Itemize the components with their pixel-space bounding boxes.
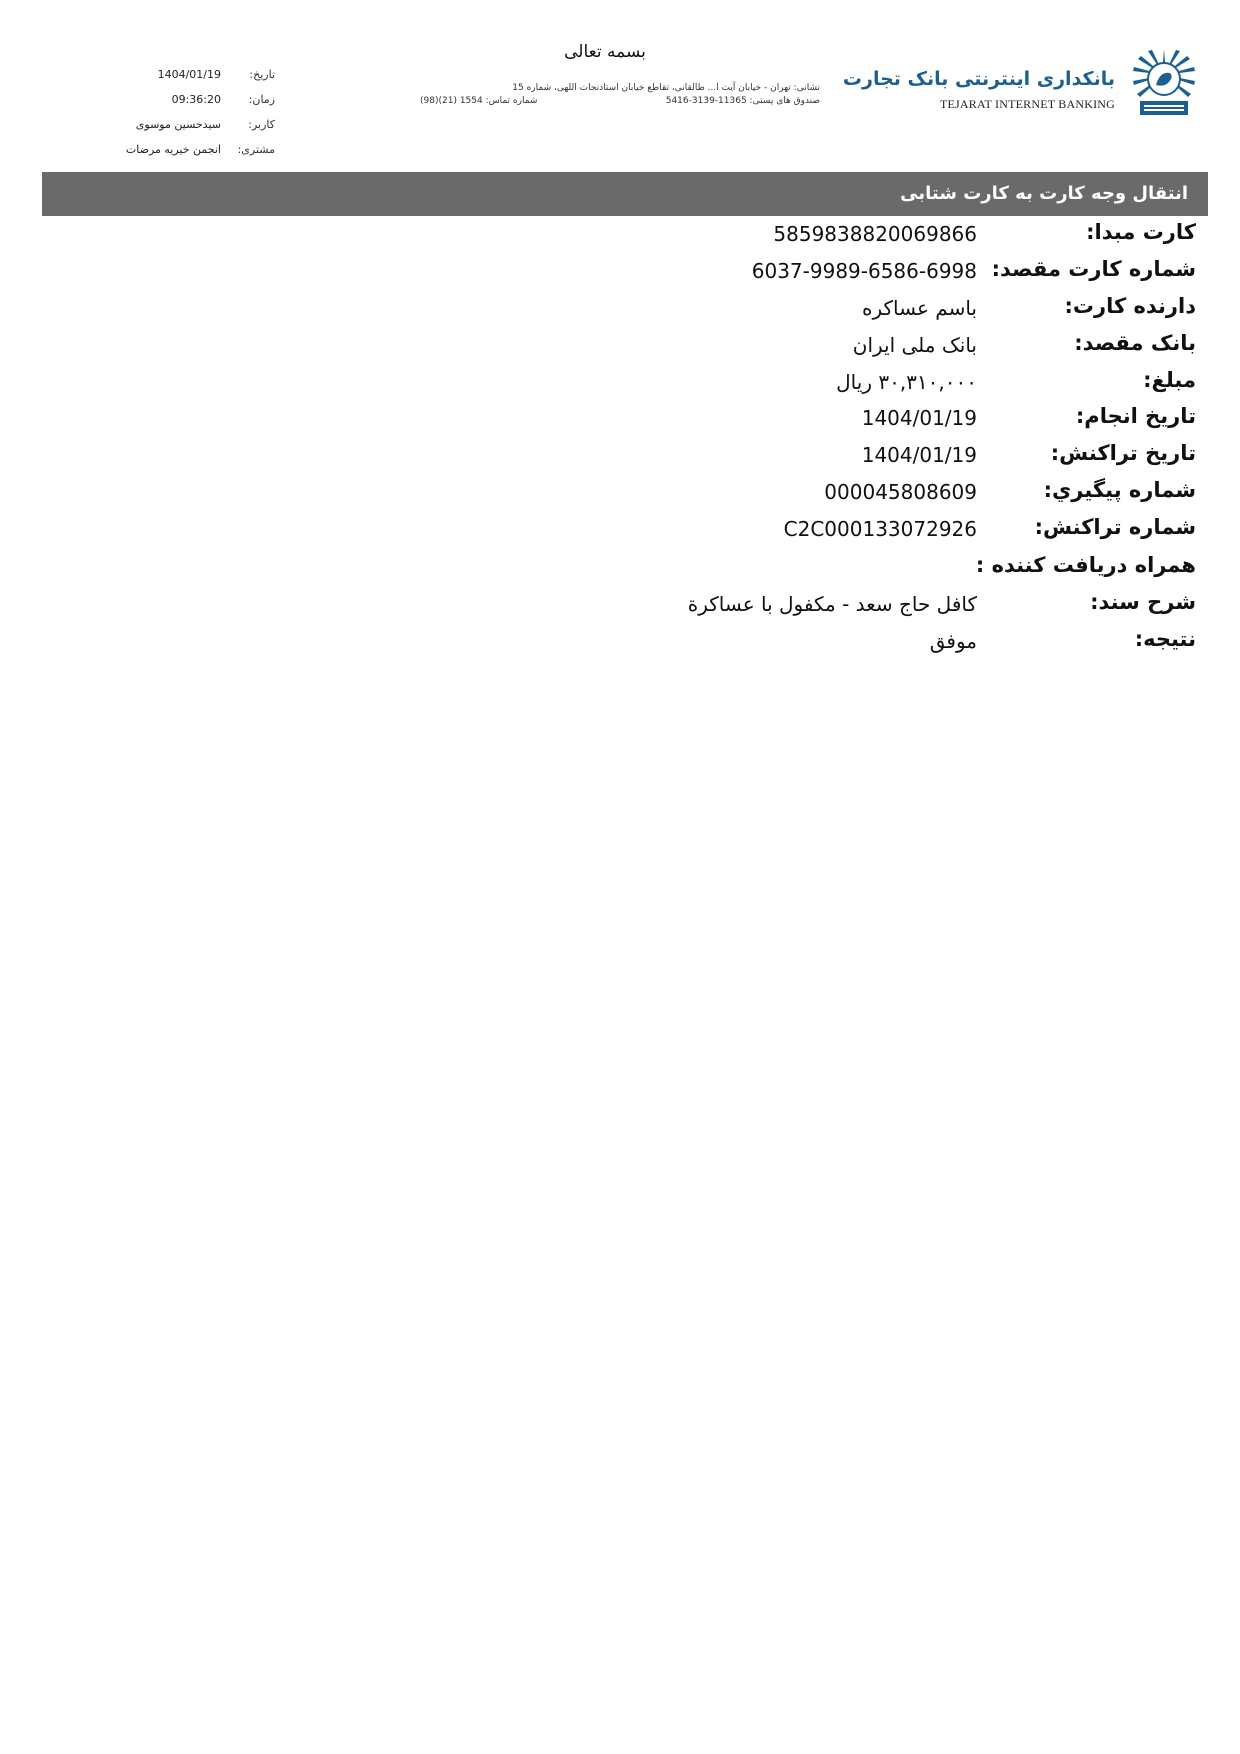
detail-value: 1404/01/19 <box>861 406 977 430</box>
detail-row <box>0 364 1240 402</box>
detail-row <box>0 400 1240 438</box>
detail-row <box>0 327 1240 365</box>
meta-time-label: زمان: <box>248 93 275 106</box>
report-meta <box>105 62 275 162</box>
detail-label: نتیجه: <box>1134 627 1196 651</box>
detail-row <box>0 216 1240 254</box>
detail-value: باسم عساكره <box>862 296 977 320</box>
detail-value: موفق <box>929 629 977 653</box>
page-title: انتقال وجه کارت به کارت شتابی <box>900 183 1188 204</box>
detail-label: مبلغ: <box>1143 368 1196 392</box>
detail-label: همراه دریافت کننده : <box>975 553 1196 577</box>
logo-text-english: TEJARAT INTERNET BANKING <box>939 97 1115 111</box>
bank-emblem-icon <box>1130 45 1198 119</box>
detail-label: دارنده کارت: <box>1064 294 1196 318</box>
detail-row <box>0 549 1240 587</box>
meta-user-value: سیدحسین موسوی <box>135 118 221 131</box>
detail-value: 6037-9989-6586-6998 <box>751 259 977 283</box>
detail-row <box>0 437 1240 475</box>
meta-customer-row <box>105 137 275 162</box>
detail-value: 1404/01/19 <box>861 443 977 467</box>
detail-label: تاریخ تراکنش: <box>1050 441 1196 465</box>
bank-address <box>420 82 820 108</box>
detail-label: بانک مقصد: <box>1074 331 1196 355</box>
detail-value: C2C000133072926 <box>783 517 977 541</box>
detail-label: شرح سند: <box>1090 590 1196 614</box>
detail-value: ۳۰,۳۱۰,۰۰۰ ریال <box>836 370 977 394</box>
meta-date-value: 1404/01/19 <box>157 68 221 81</box>
meta-date-row <box>105 62 275 87</box>
detail-row <box>0 474 1240 512</box>
detail-value: 5859838820069866 <box>773 222 977 246</box>
meta-customer-value: انجمن خیریه مرضات <box>125 143 221 156</box>
meta-time-row <box>105 87 275 112</box>
logo-text-persian: بانکداری اینترنتی بانک تجارت <box>842 68 1115 90</box>
title-band <box>42 172 1208 216</box>
bismillah: بسمه تعالی <box>564 42 646 62</box>
detail-label: شماره پيگيري: <box>1043 478 1196 502</box>
detail-value: بانک ملی ایران <box>852 333 977 357</box>
detail-label: شماره کارت مقصد: <box>991 257 1196 281</box>
address-line: نشانی: تهران - خیابان آیت ا... طالقانی، تقاطع خیابان استادنجات اللهی، شماره 15 <box>512 83 820 93</box>
detail-value: کافل حاج سعد - مکفول با عساکرة <box>687 592 977 616</box>
detail-row <box>0 511 1240 549</box>
meta-date-label: تاریخ: <box>249 68 275 81</box>
meta-user-label: کاربر: <box>248 118 275 131</box>
detail-row <box>0 290 1240 328</box>
detail-row <box>0 253 1240 291</box>
detail-row <box>0 623 1240 661</box>
postal-box: صندوق های پستی: 11365-3139-5416 <box>665 96 820 106</box>
contact-line <box>420 95 820 108</box>
detail-label: تاریخ انجام: <box>1075 404 1196 428</box>
meta-customer-label: مشتری: <box>237 143 275 156</box>
detail-value: 000045808609 <box>824 480 977 504</box>
phone-number: شماره تماس: 1554 (21)(98) <box>420 96 538 106</box>
detail-row <box>0 586 1240 624</box>
meta-time-value: 09:36:20 <box>171 93 221 106</box>
detail-label: کارت مبدا: <box>1086 220 1196 244</box>
meta-user-row <box>105 112 275 137</box>
detail-label: شماره تراکنش: <box>1034 515 1196 539</box>
